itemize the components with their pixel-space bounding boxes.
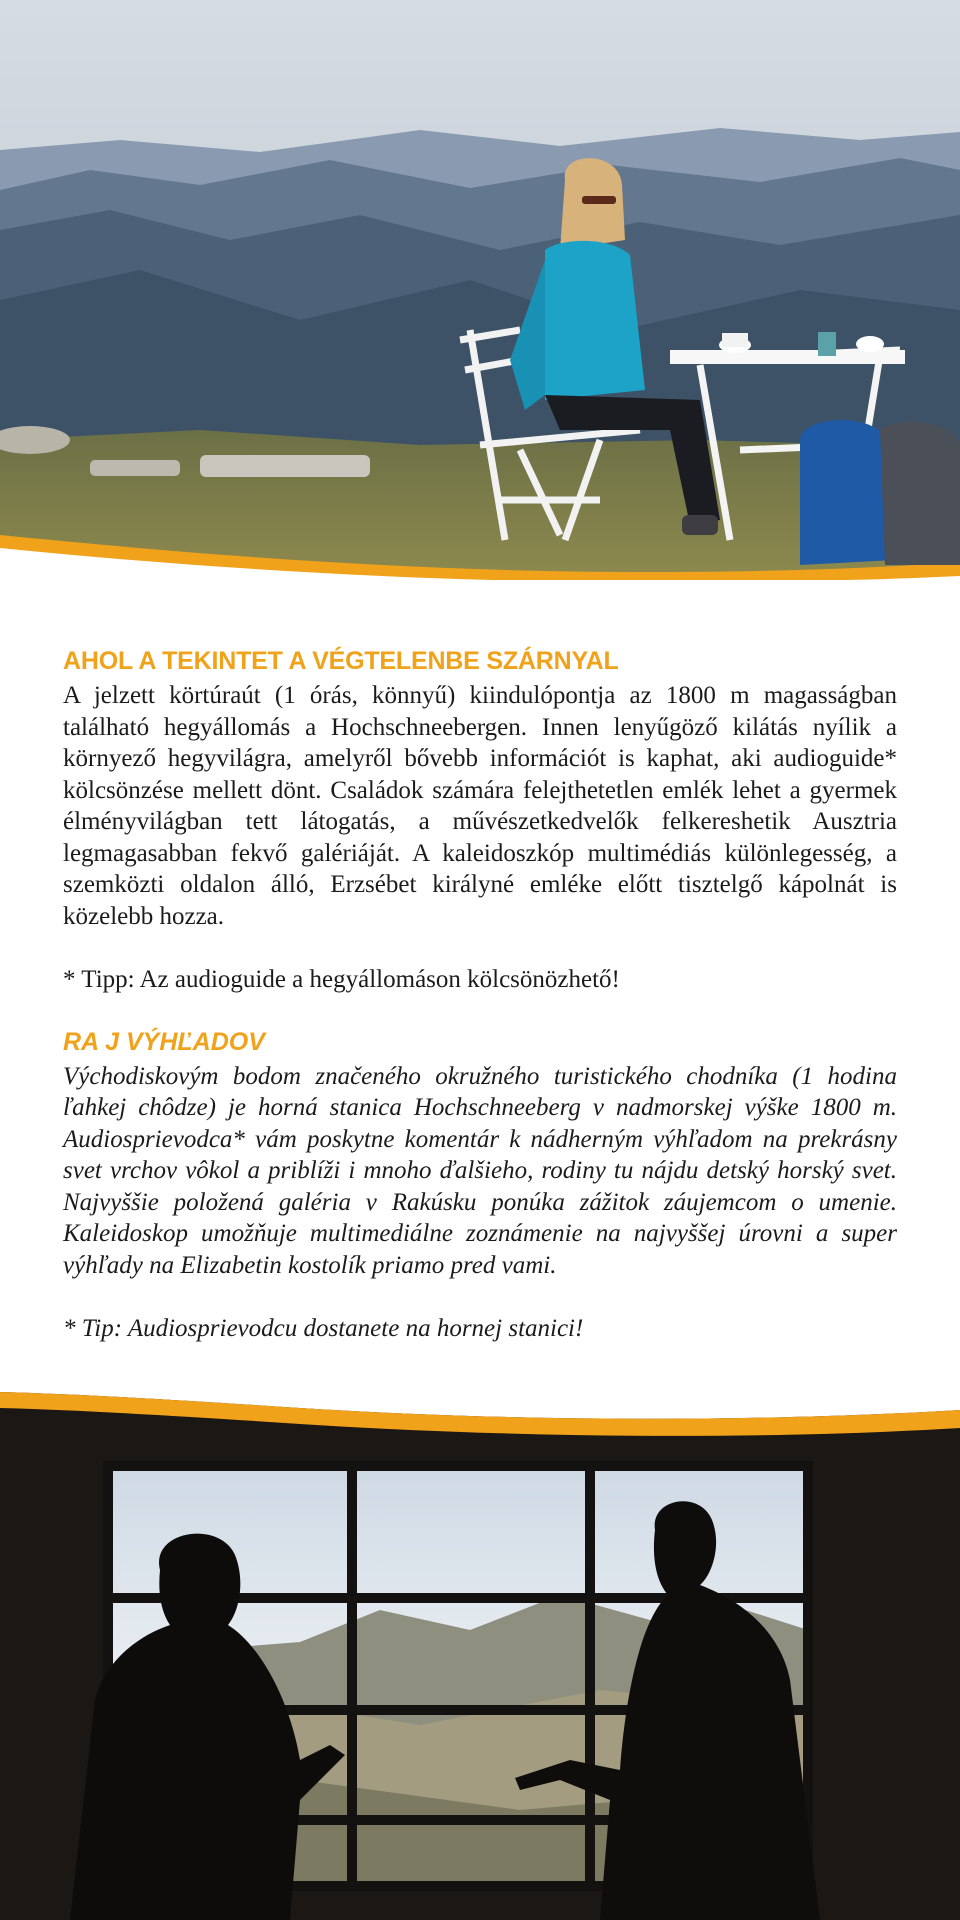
mountain-scene-illustration (0, 0, 960, 580)
section-heading-sk: RA J VÝHĽADOV (63, 1027, 265, 1056)
top-photo (0, 0, 960, 580)
panorama-window-illustration (0, 1380, 960, 1920)
section-paragraph-sk: Východiskovým bodom značeného okružného turistického chodníka (1 hodina ľahkej chôdze) je horná stanica Hochschneeberg v nadmorskej výške 1800 m. Audiosprievodca* vám poskytne komentár k nádherným výhľadom na prekrásny svet vrchov vôkol a priblíži i mnoho ďalšieho, rodiny tu nájdu detský horský svet. Najvyššie položená galéria v Rakúsku ponúka zážitok záujemcom o umenie. Kaleidoskop umožňuje multimediálne zoznámenie na najvyššej úrovni a super výhľady na Elizabetin kostolík priamo pred vami. (63, 1062, 897, 1279)
section-paragraph-hu: A jelzett körtúraút (1 órás, könnyű) kiindulópontja az 1800 m magasságban található hegyállomás a Hochschneebergen. Innen lenyűgöző kilátás nyílik a környező hegyvilágra, amelyről bővebb információt is kaphat, aki audioguide* kölcsönzése mellett dönt. Családok számára felejthetetlen emlék lehet a gyermek élményvilágban tett látogatás, a művészetkedvelők felkereshetik Ausztria legmagasabban fekvő galériáját. A kaleidoszkóp multimédiás különlegesség, a szemközti oldalon álló, Erzsébet királyné emléke előtt tisztelgő kápolnát is közelebb hozza. (63, 682, 897, 930)
article-body (63, 646, 897, 1345)
section-heading-hu: AHOL A TEKINTET A VÉGTELENBE SZÁRNYAL (63, 647, 619, 675)
tip-note-hu: * Tipp: Az audioguide a hegyállomáson kölcsönözhető! (63, 966, 620, 993)
tip-note-sk: * Tip: Audiosprievodcu dostanete na hornej stanici! (63, 1315, 584, 1342)
bottom-photo (0, 1380, 960, 1920)
